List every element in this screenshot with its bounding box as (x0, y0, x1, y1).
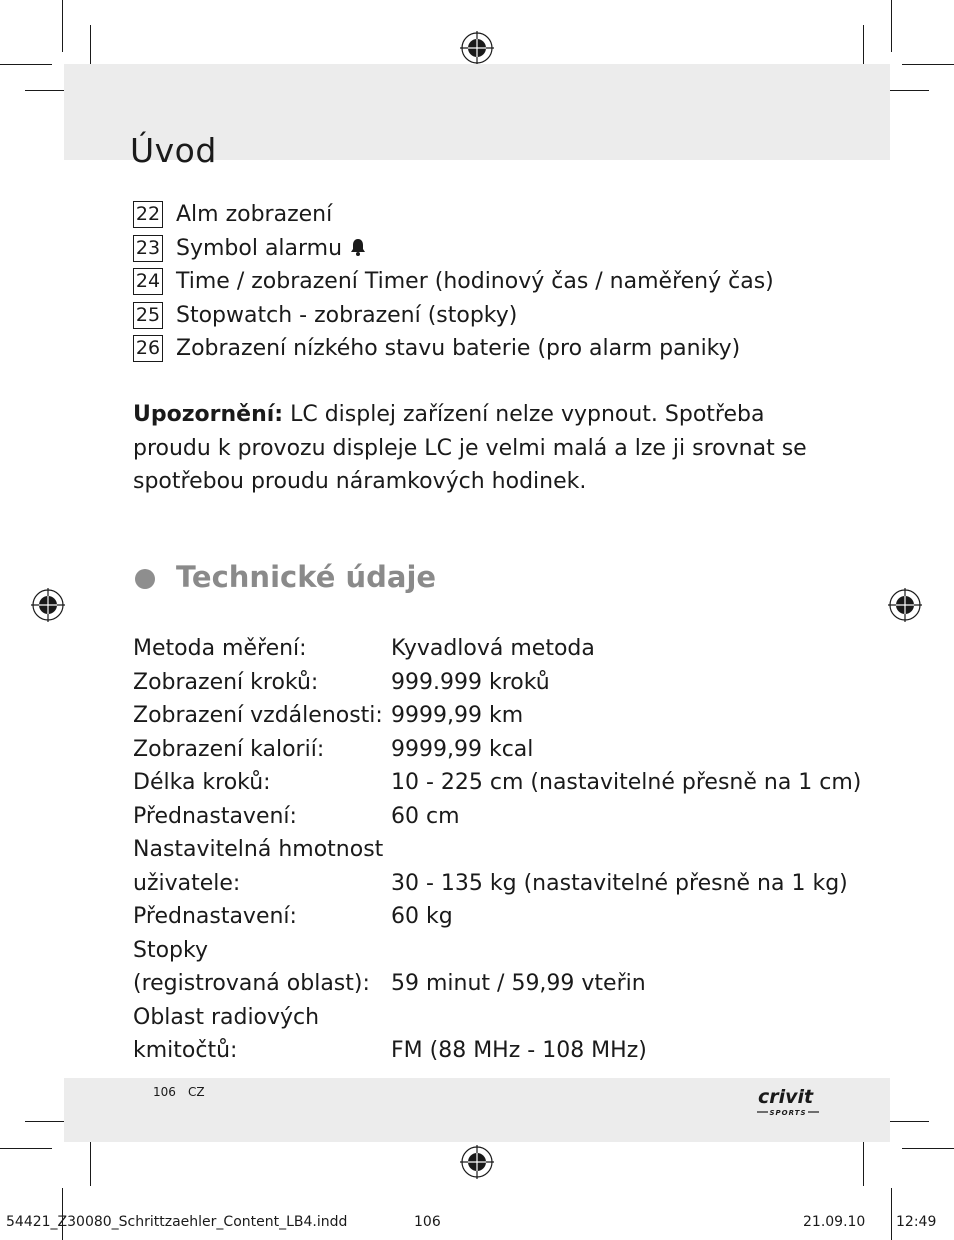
spec-label: Přednastavení: (133, 803, 297, 829)
crop-mark (902, 64, 954, 65)
spec-label: Nastavitelná hmotnost (133, 837, 384, 862)
legend-item (133, 232, 774, 266)
spec-label: Oblast radiových (133, 1004, 320, 1030)
registration-mark-icon (460, 1145, 494, 1179)
spec-value: FM (88 MHz - 108 MHz) (391, 1038, 647, 1063)
crop-mark (0, 64, 52, 65)
spec-value: 9999,99 kcal (391, 736, 534, 762)
spec-label: Přednastavení: (133, 904, 297, 929)
crop-mark (902, 1148, 954, 1149)
crivit-sports-logo (755, 1082, 821, 1118)
legend-text: Alm zobrazení (176, 202, 333, 228)
spec-value: 9999,99 km (391, 703, 524, 728)
language-code: CZ (188, 1085, 205, 1099)
crop-mark (0, 1148, 52, 1149)
spec-label: kmitočtů: (133, 1038, 238, 1063)
crop-mark (863, 1140, 864, 1186)
legend-text (176, 236, 368, 261)
slug-page: 106 (414, 1214, 441, 1230)
legend-number: 22 (133, 201, 163, 228)
legend-item (133, 265, 774, 299)
registration-mark-icon (888, 588, 922, 622)
legend-item (133, 332, 774, 366)
legend-number: 23 (133, 235, 163, 262)
legend-list (133, 198, 774, 366)
note-text: LC displej zařízení nelze vypnout. Spotřeba proudu k provozu displeje LC je velmi malá a lze ji srovnat se spotřebou proudu náramkových hodinek. (133, 402, 807, 495)
spec-label: Zobrazení kroků: (133, 669, 319, 695)
legend-item (133, 299, 774, 333)
spec-label: Stopky (133, 937, 208, 963)
slug-date: 21.09.10 (803, 1214, 866, 1230)
spec-label: Zobrazení vzdálenosti: (133, 703, 383, 728)
spec-value: 999.999 kroků (391, 669, 550, 695)
spec-value: Kyvadlová metoda (391, 636, 595, 661)
legend-number: 24 (133, 268, 163, 295)
crop-mark (62, 0, 63, 52)
spec-value: 30 - 135 kg (nastavitelné přesně na 1 kg) (391, 870, 848, 896)
crop-mark (891, 1188, 892, 1240)
section-bullet-icon (135, 569, 155, 589)
slug-filename: 54421_Z30080_Schrittzaehler_Content_LB4.indd (6, 1214, 348, 1230)
spec-label: Metoda měření: (133, 636, 307, 661)
page-number: 106 (153, 1085, 176, 1099)
spec-label: (registrovaná oblast): (133, 971, 370, 996)
slug-time: 12:49 (896, 1214, 937, 1230)
spec-value: 60 kg (391, 904, 453, 929)
registration-mark-icon (31, 588, 65, 622)
crop-mark (891, 0, 892, 52)
bell-icon (348, 237, 368, 257)
legend-text: Time / zobrazení Timer (hodinový čas / naměřený čas) (176, 269, 774, 295)
note-label: Upozornění: (133, 402, 284, 427)
legend-number: 26 (133, 335, 163, 362)
spec-value: 10 - 225 cm (nastavitelné přesně na 1 cm) (391, 770, 862, 795)
note-paragraph (133, 398, 833, 499)
legend-text: Stopwatch - zobrazení (stopky) (176, 302, 518, 328)
spec-label: Délka kroků: (133, 770, 271, 795)
crop-mark (90, 1140, 91, 1186)
spec-value: 60 cm (391, 803, 460, 829)
legend-text-label: Symbol alarmu (176, 235, 343, 261)
legend-item (133, 198, 774, 232)
spec-label: Zobrazení kalorií: (133, 736, 325, 762)
spec-label: uživatele: (133, 870, 241, 896)
legend-text: Zobrazení nízkého stavu baterie (pro alarm paniky) (176, 336, 741, 362)
logo-subtext: SPORTS (769, 1109, 807, 1117)
legend-number: 25 (133, 302, 163, 329)
spec-value: 59 minut / 59,99 vteřin (391, 971, 646, 996)
section-title: Technické údaje (176, 560, 437, 594)
registration-mark-icon (460, 31, 494, 65)
logo-text: crivit (758, 1086, 814, 1108)
page-title: Úvod (130, 131, 217, 171)
